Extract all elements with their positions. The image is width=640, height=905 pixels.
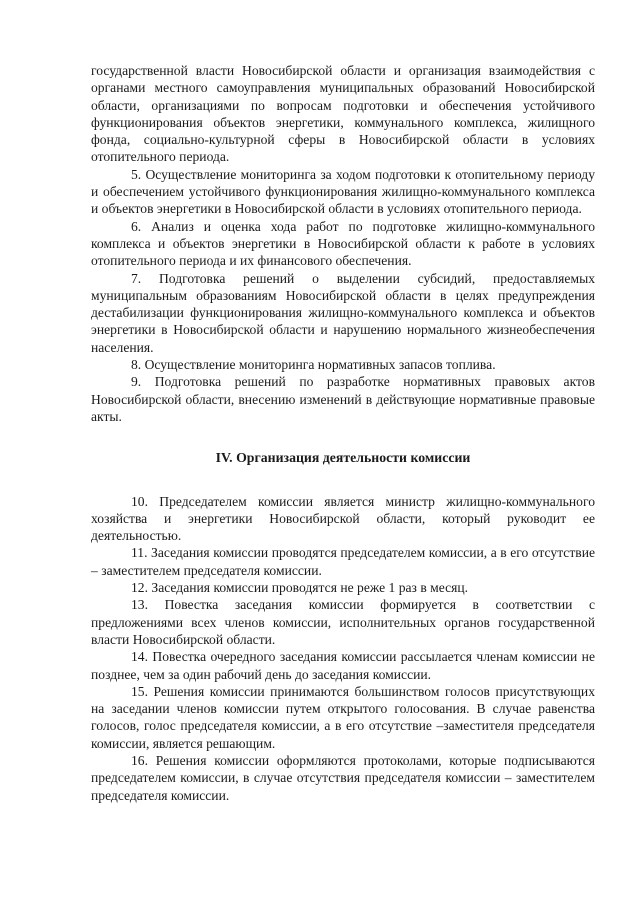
item-10: 10. Председателем комиссии является министр жилищно-коммунального хозяйства и энергетики Новосибирской области, который руководит ее деятельностью. xyxy=(91,493,595,544)
item-13: 13. Повестка заседания комиссии формируется в соответствии с предложениями всех членов комиссии, исполнительных органов государственной власти Новосибирской области. xyxy=(91,597,595,647)
item-8: 8. Осуществление мониторинга нормативных запасов топлива. xyxy=(131,357,496,373)
item-7: 7. Подготовка решений о выделении субсидий, предоставляемых муниципальным образованиям Новосибирской области в целях предупреждения дестабилизации функционирования жилищно-коммунального комплекса и объектов энергетики в Новосибирской области и нарушению нормального жизнеобеспечения населения. xyxy=(91,270,595,355)
item-15: 15. Решения комиссии принимаются большинством голосов присутствующих на заседании членов комиссии путем открытого голосования. В случае равенства голосов, голос председателя комиссии, а в его отсутствие –заместителя председателя комиссии, является решающим. xyxy=(91,683,595,751)
item-11: 11. Заседания комиссии проводятся председателем комиссии, а в его отсутствие – заместителем председателя комиссии. xyxy=(91,545,595,578)
item-16: 16. Решения комиссии оформляются протоколами, которые подписываются председателем комиссии, в случае отсутствия председателя комиссии – заместителем председателя комиссии. xyxy=(91,752,595,803)
intro-paragraph: государственной власти Новосибирской области и организация взаимодействия с органами местного самоуправления муниципальных образований Новосибирской области, организациями по вопросам подготовки и обеспечения устойчивого функционирования объектов энергетики, коммунального комплекса, жилищного фонда, социально-культурной сферы в Новосибирской области в условиях отопительного периода. xyxy=(91,63,595,165)
item-12: 12. Заседания комиссии проводятся не реже 1 раз в месяц. xyxy=(131,580,469,596)
item-9: 9. Подготовка решений по разработке нормативных правовых актов Новосибирской области, внесению изменений в действующие нормативные правовые акты. xyxy=(91,374,595,424)
item-5: 5. Осуществление мониторинга за ходом подготовки к отопительному периоду и обеспечением устойчивого функционирования жилищно-коммунального комплекса и объектов энергетики в Новосибирской области в условиях отопительного периода. xyxy=(91,166,595,217)
item-6: 6. Анализ и оценка хода работ по подготовке жилищно-коммунального комплекса и объектов энергетики в Новосибирской области к работе в условиях отопительного периода и их финансового обеспечения. xyxy=(91,218,595,269)
section-heading: IV. Организация деятельности комиссии xyxy=(215,450,471,466)
item-14: 14. Повестка очередного заседания комиссии рассылается членам комиссии не позднее, чем за один рабочий день до заседания комиссии. xyxy=(91,649,595,682)
document-page xyxy=(91,62,595,804)
